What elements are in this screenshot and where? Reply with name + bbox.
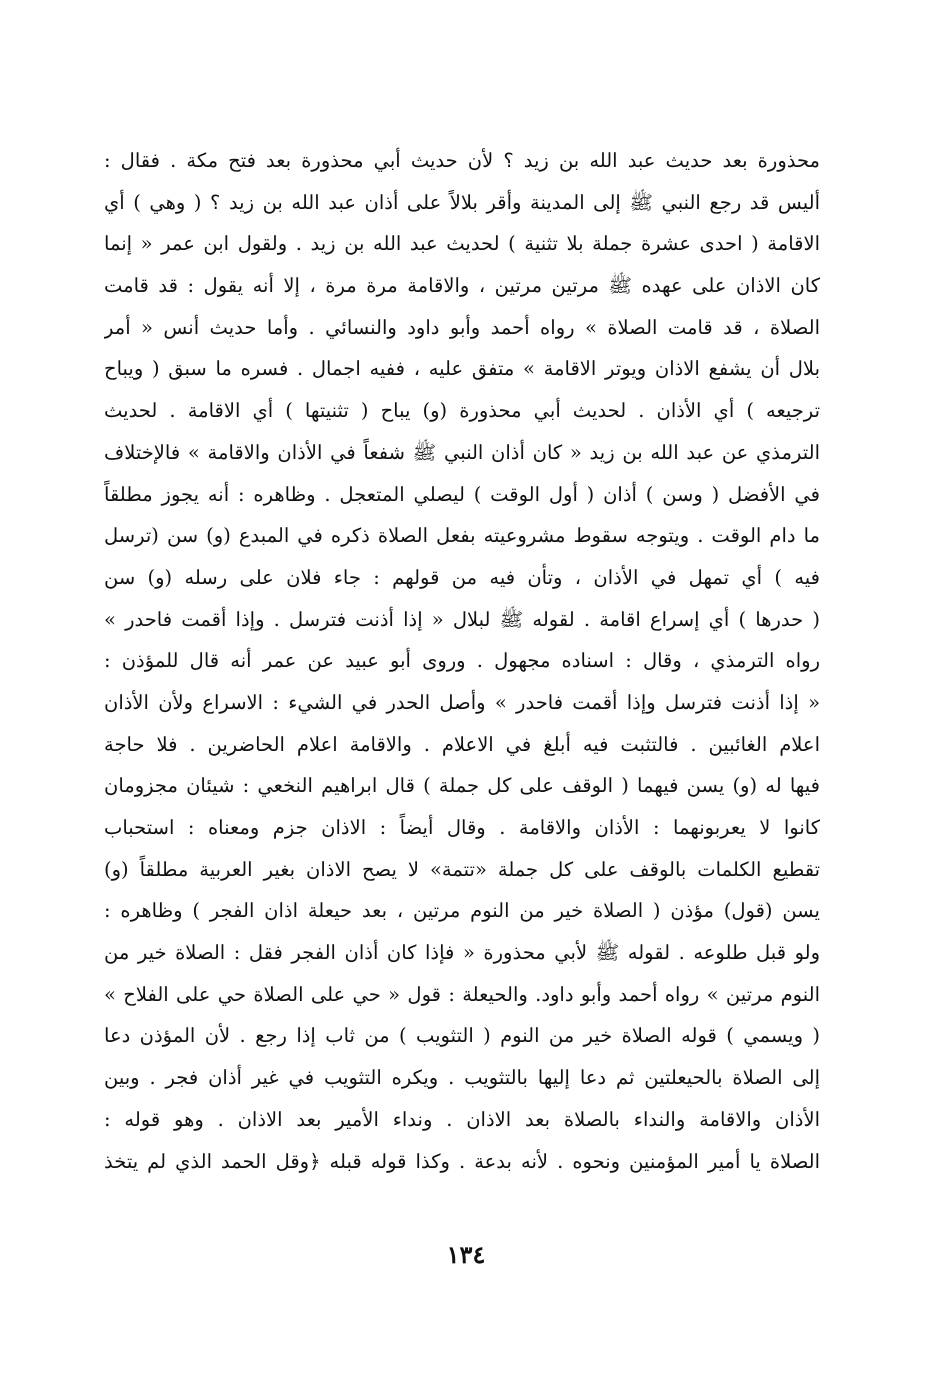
text-line: الصلاة يا أمير المؤمنين ونحوه . لأنه بدعة . وكذا قوله قبله ﴿وقل الحمد الذي لم يتخذ — [104, 1149, 820, 1173]
text-line: محذورة بعد حديث عبد الله بن زيد ؟ لأن حديث أبي محذورة بعد فتح مكة . فقال : — [104, 149, 820, 172]
text-line: إلى الصلاة بالحيعلتين ثم دعا إليها بالتثويب . ويكره التثويب في غير أذان فجر . وبين — [104, 1066, 820, 1090]
text-line: الاقامة ( احدى عشرة جملة بلا تثنية ) لحديث عبد الله بن زيد . ولقول ابن عمر « إنما — [104, 232, 820, 256]
text-line: ترجيعه ) أي الأذان . لحديث أبي محذورة (و) يباح ( تثنيتها ) أي الاقامة . لحديث — [104, 399, 820, 423]
text-line: الأذان والاقامة والنداء بالصلاة بعد الاذان . ونداء الأمير بعد الاذان . وهو قوله : — [104, 1107, 820, 1131]
text-line: اعلام الغائبين . فالتثبت فيه أبلغ في الاعلام . والاقامة اعلام الحاضرين . فلا حاجة — [104, 732, 820, 756]
text-line: « إذا أذنت فترسل وإذا أقمت فاحدر » وأصل الحدر في الشيء : الاسراع ولأن الأذان — [104, 690, 820, 714]
text-line: فيه ) أي تمهل في الأذان ، وتأن فيه من قولهم : جاء فلان على رسله (و) سن — [104, 565, 820, 589]
text-line: ما دام الوقت . ويتوجه سقوط مشروعيته بفعل الصلاة ذكره في المبدع (و) سن (ترسل — [104, 524, 820, 548]
text-line: ولو قبل طلوعه . لقوله ﷺ لأبي محذورة « فإذا كان أذان الفجر فقل : الصلاة خير من — [104, 941, 820, 965]
text-line: كانوا لا يعربونهما : الأذان والاقامة . وقال أيضاً : الاذان جزم ومعناه : استحباب — [104, 816, 820, 839]
text-line: أليس قد رجع النبي ﷺ إلى المدينة وأقر بلالاً على أذان عبد الله بن زيد ؟ ( وهي ) أي — [104, 190, 820, 214]
text-line: رواه الترمذي ، وقال : اسناده مجهول . وروى أبو عبيد عن عمر أنه قال للمؤذن : — [104, 649, 820, 673]
page-number: ١٣٤ — [446, 1240, 486, 1269]
text-line: يسن (قول) مؤذن ( الصلاة خير من النوم مرتين ، بعد حيعلة اذان الفجر ) وظاهره : — [104, 899, 820, 923]
text-line: تقطيع الكلمات بالوقف على كل جملة «تتمة» لا يصح الاذان بغير العربية مطلقاً (و) — [104, 857, 820, 881]
text-line: في الأفضل ( وسن ) أذان ( أول الوقت ) ليصلي المتعجل . وظاهره : أنه يجوز مطلقاً — [104, 482, 820, 506]
text-line: الصلاة ، قد قامت الصلاة » رواه أحمد وأبو داود والنسائي . وأما حديث أنس « أمر — [104, 315, 820, 339]
body-text — [104, 140, 820, 1182]
text-line: بلال أن يشفع الاذان ويوتر الاقامة » متفق عليه ، ففيه اجمال . فسره ما سبق ( ويباح — [104, 357, 820, 381]
text-line: كان الاذان على عهده ﷺ مرتين مرتين ، والاقامة مرة مرة ، إلا أنه يقول : قد قامت — [104, 274, 820, 298]
text-line: الترمذي عن عبد الله بن زيد « كان أذان النبي ﷺ شفعاً في الأذان والاقامة » فالإختلاف — [104, 440, 820, 464]
text-line: ( حدرها ) أي إسراع اقامة . لقوله ﷺ لبلال « إذا أذنت فترسل . وإذا أقمت فاحدر » — [104, 607, 820, 631]
text-line: فيها له (و) يسن فيهما ( الوقف على كل جملة ) قال ابراهيم النخعي : شيئان مجزومان — [104, 774, 820, 798]
text-line: النوم مرتين » رواه أحمد وأبو داود. والحيعلة : قول « حي على الصلاة حي على الفلاح » — [104, 982, 820, 1006]
text-line: ( ويسمي ) قوله الصلاة خير من النوم ( التثويب ) من ثاب إذا رجع . لأن المؤذن دعا — [104, 1024, 820, 1048]
